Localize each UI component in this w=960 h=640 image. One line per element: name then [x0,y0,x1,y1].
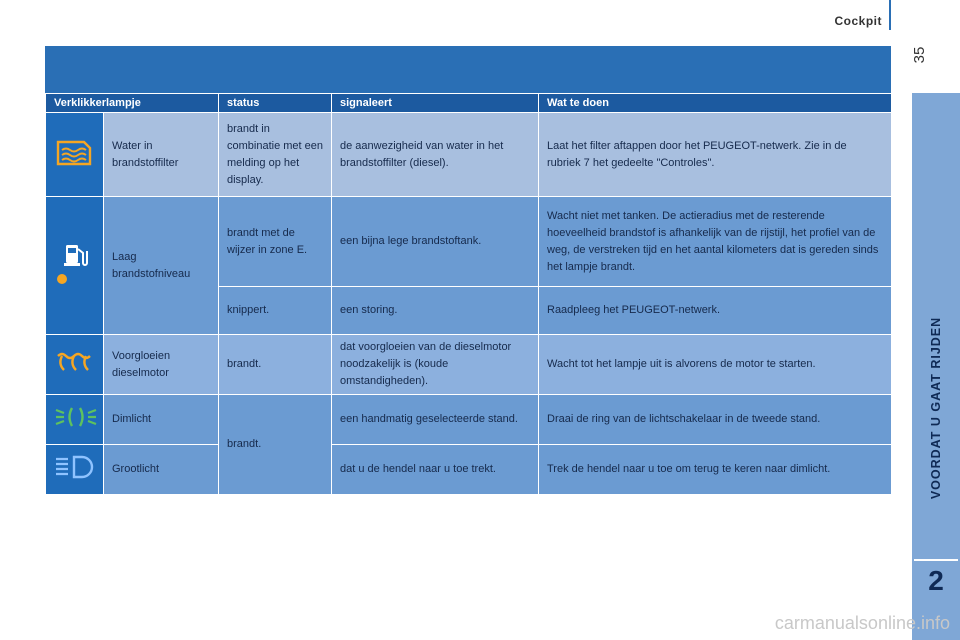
watermark: carmanualsonline.info [774,613,950,633]
lamp-name: Water in brandstoffilter [104,113,219,197]
page-number: 35 [910,46,928,64]
lamp-icon-cell [46,113,104,197]
lamp-action: Draai de ring van de lichtschakelaar in de tweede stand. [539,395,892,445]
chapter-number: 2 [928,565,944,596]
main-beam-icon [54,453,98,487]
lamp-status: brandt. [219,335,332,395]
lamp-status: knippert. [219,287,332,335]
lamp-status: brandt in combinatie met een melding op het display. [219,113,332,197]
header-rule [889,0,891,30]
water-in-fuel-icon [54,136,94,174]
lamp-signals: de aanwezigheid van water in het brandstoffilter (diesel). [332,113,539,197]
dipped-beam-icon [54,404,98,436]
chapter-side-label: VOORDAT U GAAT RIJDEN [929,316,943,500]
lamp-name: Laag brandstofniveau [104,197,219,335]
table-row [46,445,892,495]
lamp-status: brandt met de wijzer in zone E. [219,197,332,287]
warning-lamps-table [45,93,892,495]
lamp-name: Grootlicht [104,445,219,495]
lamp-status: brandt. [219,395,332,495]
column-header-lamp: Verklikkerlampje [46,94,219,113]
lamp-action: Wacht tot het lampje uit is alvorens de motor te starten. [539,335,892,395]
lamp-icon-cell [46,197,104,335]
table-row [46,197,892,287]
lamp-name: Dimlicht [104,395,219,445]
table-row [46,395,892,445]
table-row [46,335,892,395]
lamp-signals: dat voorgloeien van de dieselmotor noodzakelijk is (koude omstandigheden). [332,335,539,395]
chapter-divider [914,559,958,561]
lamp-signals: een storing. [332,287,539,335]
lamp-action: Raadpleeg het PEUGEOT-netwerk. [539,287,892,335]
lamp-action: Laat het filter aftappen door het PEUGEOT-netwerk. Zie in de rubriek 7 het gedeelte "Controles". [539,113,892,197]
lamp-signals: dat u de hendel naar u toe trekt. [332,445,539,495]
glow-plug-icon [54,350,98,380]
fuel-pump-icon [54,239,94,293]
column-header-action: Wat te doen [539,94,892,113]
column-header-status: status [219,94,332,113]
lamp-signals: een handmatig geselecteerde stand. [332,395,539,445]
table-header-row [46,94,892,113]
lamp-icon-cell [46,395,104,445]
lamp-icon-cell [46,445,104,495]
table-row [46,113,892,197]
page-header-title: Cockpit [834,14,882,28]
column-header-signals: signaleert [332,94,539,113]
lamp-signals: een bijna lege brandstoftank. [332,197,539,287]
lamp-action: Trek de hendel naar u toe om terug te keren naar dimlicht. [539,445,892,495]
lamp-icon-cell [46,335,104,395]
lamp-action: Wacht niet met tanken. De actieradius met de resterende hoeveelheid brandstof is afhankelijk van de rijstijl, het profiel van de weg, de verstreken tijd en het aantal kilometers dat is gereden sinds het lampje brandt. [539,197,892,287]
lamp-name: Voorgloeien dieselmotor [104,335,219,395]
